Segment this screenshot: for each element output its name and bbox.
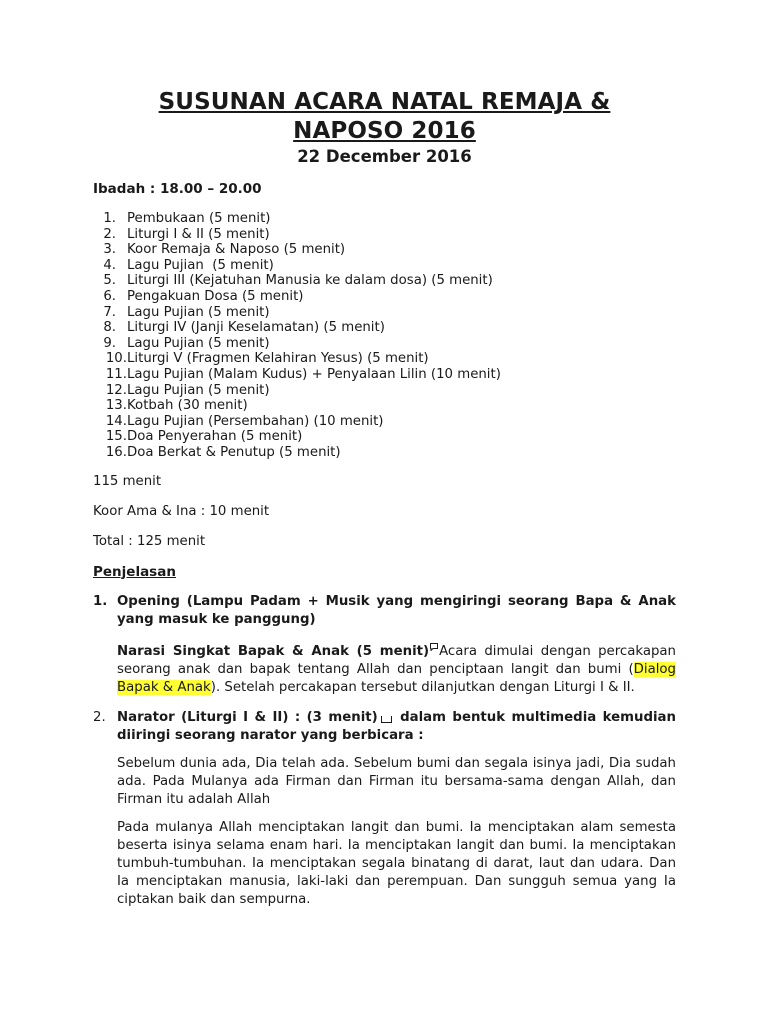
agenda-item: 13. Kotbah (30 menit): [105, 398, 248, 414]
agenda-item: 1. Pembukaan (5 menit): [103, 211, 271, 226]
document-page: [93, 88, 676, 909]
section-heading-b: dalam bentuk multimedia kemudian diiringi seorang narator yang berbicara :: [117, 709, 676, 743]
narasi-bold-label: Narasi Singkat Bapak & Anak (5 menit): [117, 643, 430, 659]
document-title: [93, 88, 676, 146]
title-line-1: SUSUNAN ACARA NATAL REMAJA &: [158, 89, 611, 115]
agenda-item: 12. Lagu Pujian (5 menit): [105, 382, 270, 398]
subtotal-text: 115 menit: [93, 473, 162, 489]
narasi-text-b: ). Setelah percakapan tersebut dilanjutkan dengan Liturgi I & II.: [210, 679, 635, 695]
agenda-item: 7. Lagu Pujian (5 menit): [103, 304, 270, 320]
agenda-item: 8. Liturgi IV (Janji Keselamatan) (5 menit): [103, 320, 385, 336]
agenda-item: 10. Liturgi V (Fragmen Kelahiran Yesus) (5 menit): [105, 351, 429, 367]
narator-paragraph-1: Sebelum dunia ada, Dia telah ada. Sebelum bumi dan segala isinya jadi, Dia sudah ada. Pada Mulanya ada Firman dan Firman itu bersama-sama dengan Allah, dan Firman itu adalah Allah: [117, 755, 676, 807]
section-heading-a: Narator (Liturgi I & II) : (3 menit): [117, 709, 378, 725]
section-number: 2.: [93, 709, 106, 725]
section-heading: Opening (Lampu Padam + Musik yang mengiringi seorang Bapa & Anak yang masuk ke panggung): [117, 593, 676, 627]
section-number: 1.: [93, 593, 108, 609]
agenda-item: 3. Koor Remaja & Naposo (5 menit): [103, 242, 346, 258]
document-date: 22 December 2016: [297, 147, 472, 166]
agenda-item: 14. Lagu Pujian (Persembahan) (10 menit): [105, 413, 384, 429]
ibadah-time: Ibadah : 18.00 – 20.00: [93, 181, 262, 197]
agenda-item: 4. Lagu Pujian (5 menit): [103, 257, 274, 273]
narator-paragraph-2: Pada mulanya Allah menciptakan langit dan bumi. Ia menciptakan alam semesta beserta isinya selama enam hari. Ia menciptakan langit dan bumi. Ia menciptakan tumbuh-tumbuhan. Ia menciptakan segala binatang di darat, laut dan udara. Dan Ia menciptakan manusia, laki-laki dan perempuan. Dan sungguh semua yang Ia ciptakan baik dan sempurna.: [117, 819, 676, 907]
section-1: [93, 593, 676, 697]
agenda-item: 9. Lagu Pujian (5 menit): [103, 335, 270, 351]
placeholder-mark-icon: [381, 716, 392, 723]
section-heading: [117, 709, 676, 745]
agenda-item: 11. Lagu Pujian (Malam Kudus) + Penyalaan Lilin (10 menit): [105, 366, 501, 382]
highlighted-dialog-text: Dialog Bapak & Anak: [117, 661, 676, 695]
narasi-text-a: Acara dimulai dengan percakapan seorang anak dan bapak tentang Allah dan penciptaan langit dan bumi (: [117, 643, 676, 677]
total-text: Total : 125 menit: [93, 533, 206, 549]
penjelasan-heading: Penjelasan: [93, 563, 176, 580]
koor-text: Koor Ama & Ina : 10 menit: [93, 503, 270, 519]
agenda-item: 16. Doa Berkat & Penutup (5 menit): [105, 444, 341, 460]
agenda-item: 2. Liturgi I & II (5 menit): [103, 226, 270, 242]
agenda-item: 15. Doa Penyerahan (5 menit): [105, 429, 303, 445]
section-2: [93, 709, 676, 909]
agenda-item: 5. Liturgi III (Kejatuhan Manusia ke dalam dosa) (5 menit): [103, 273, 493, 289]
agenda-list: [93, 211, 676, 461]
agenda-item: 6. Pengakuan Dosa (5 menit): [103, 288, 304, 304]
title-line-2: NAPOSO 2016: [293, 118, 476, 144]
comment-mark-icon: [430, 639, 438, 647]
narasi-paragraph: [117, 639, 676, 697]
